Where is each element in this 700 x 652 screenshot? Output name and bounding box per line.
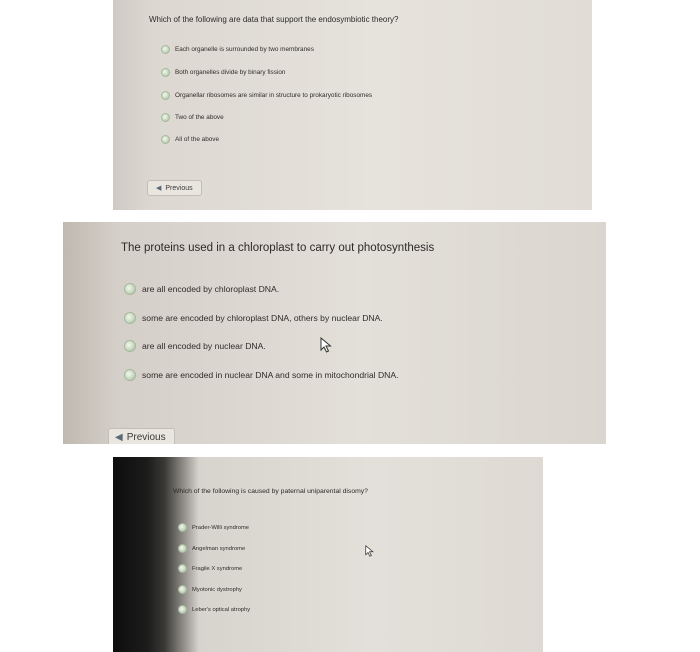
- answer-option[interactable]: [178, 605, 250, 614]
- option-label: some are encoded in nuclear DNA and some in mitochondrial DNA.: [142, 370, 399, 380]
- previous-label: Previous: [126, 432, 166, 443]
- radio-button-icon[interactable]: [161, 135, 170, 144]
- answer-option[interactable]: [124, 283, 279, 295]
- option-label: some are encoded by chloroplast DNA, others by nuclear DNA.: [142, 313, 383, 323]
- radio-button-icon[interactable]: [178, 564, 187, 573]
- option-label: Both organelles divide by binary fission: [175, 69, 286, 76]
- mouse-pointer-icon: [365, 545, 374, 557]
- answer-option[interactable]: [161, 45, 314, 54]
- mouse-pointer-icon: [320, 337, 332, 353]
- radio-button-icon[interactable]: [178, 605, 187, 614]
- quiz-photo-2: [63, 222, 606, 444]
- previous-label: Previous: [165, 184, 193, 192]
- radio-button-icon[interactable]: [124, 340, 136, 352]
- option-label: Prader-Willi syndrome: [192, 524, 250, 531]
- option-label: Fragile X syndrome: [192, 565, 243, 572]
- radio-button-icon[interactable]: [161, 91, 170, 100]
- radio-button-icon[interactable]: [161, 68, 170, 77]
- quiz-photo-3: [113, 457, 543, 652]
- answer-option[interactable]: [124, 340, 266, 352]
- option-label: Two of the above: [175, 114, 224, 121]
- option-label: Myotonic dystrophy: [192, 586, 242, 593]
- answer-option[interactable]: [178, 564, 242, 573]
- left-arrow-icon: ◀: [115, 432, 123, 443]
- option-label: Angelman syndrome: [192, 545, 246, 552]
- answer-option[interactable]: [178, 523, 249, 532]
- radio-button-icon[interactable]: [178, 544, 187, 553]
- answer-option[interactable]: [161, 91, 372, 100]
- option-label: Each organelle is surrounded by two membranes: [175, 46, 314, 53]
- question-text: Which of the following is caused by paternal uniparental disomy?: [173, 488, 368, 495]
- answer-option[interactable]: [161, 135, 219, 144]
- answer-option[interactable]: [124, 369, 399, 381]
- left-arrow-icon: ◀: [156, 185, 162, 192]
- radio-button-icon[interactable]: [124, 369, 136, 381]
- answer-option[interactable]: [161, 68, 285, 77]
- answer-option[interactable]: [124, 312, 383, 324]
- option-label: Organellar ribosomes are similar in structure to prokaryotic ribosomes: [175, 92, 373, 99]
- answer-option[interactable]: [178, 585, 242, 594]
- quiz-photo-1: [113, 0, 592, 210]
- radio-button-icon[interactable]: [124, 283, 136, 295]
- answer-option[interactable]: [161, 113, 224, 122]
- radio-button-icon[interactable]: [178, 523, 187, 532]
- radio-button-icon[interactable]: [178, 585, 187, 594]
- question-text: Which of the following are data that support the endosymbiotic theory?: [149, 15, 399, 24]
- radio-button-icon[interactable]: [161, 113, 170, 122]
- option-label: All of the above: [175, 136, 220, 143]
- radio-button-icon[interactable]: [124, 312, 136, 324]
- radio-button-icon[interactable]: [161, 45, 170, 54]
- previous-button[interactable]: [147, 180, 202, 196]
- option-label: are all encoded by chloroplast DNA.: [142, 284, 280, 294]
- answer-option[interactable]: [178, 544, 245, 553]
- previous-button[interactable]: [108, 428, 175, 444]
- option-label: Leber's optical atrophy: [192, 606, 251, 613]
- option-label: are all encoded by nuclear DNA.: [142, 341, 266, 351]
- question-text: The proteins used in a chloroplast to carry out photosynthesis: [121, 242, 435, 254]
